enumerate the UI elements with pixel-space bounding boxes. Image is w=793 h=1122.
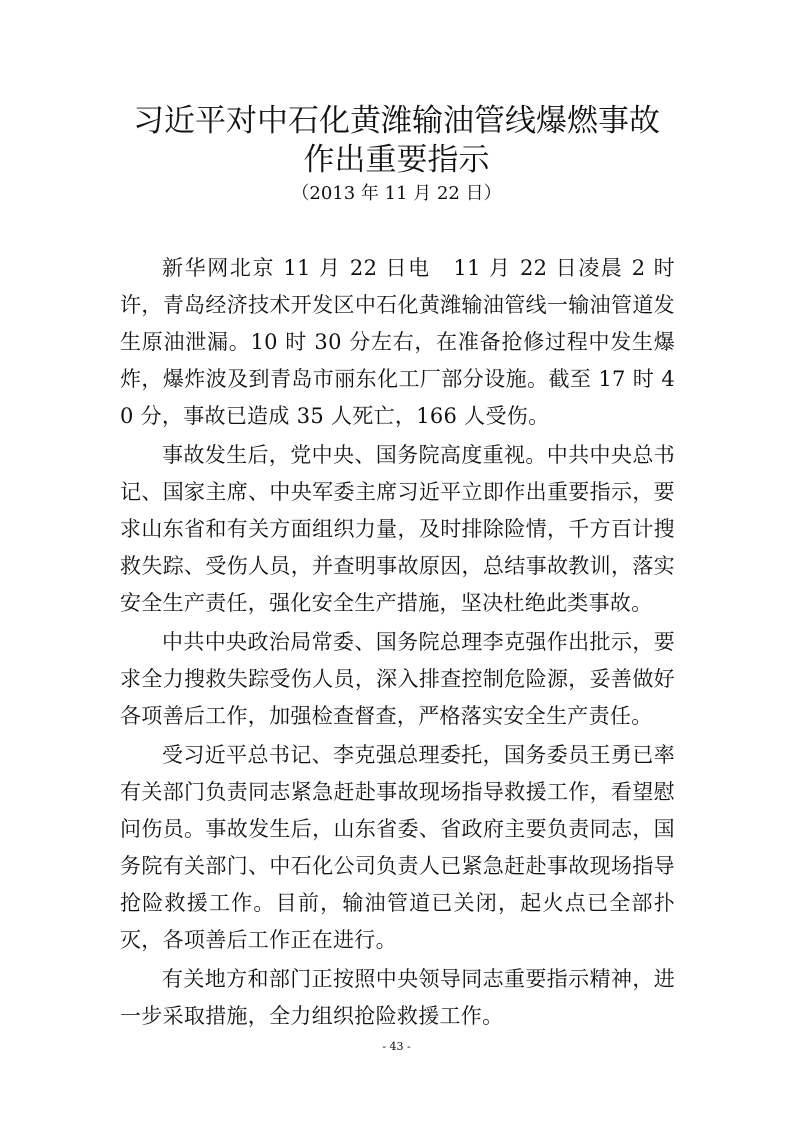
- document-title-line-2: 作出重要指示: [303, 142, 490, 178]
- document-body: [120, 250, 675, 1037]
- page-number: - 43 -: [382, 1040, 411, 1053]
- paragraph-4: 受习近平总书记、李克强总理委托，国务委员王勇已率有关部门负责同志紧急赶赴事故现场指导救援工作，看望慰问伤员。事故发生后，山东省委、省政府主要负责同志，国务院有关部门、中石化公司负责人已紧急赶赴事故现场指导抢险救援工作。目前，输油管道已关闭，起火点已全部扑灭，各项善后工作正在进行。: [120, 743, 675, 952]
- paragraph-1: 新华网北京 11 月 22 日电 11 月 22 日凌晨 2 时许，青岛经济技术开发区中石化黄潍输油管线一输油管道发生原油泄漏。10 时 30 分左右，在准备抢修过程中发生爆炸，爆炸波及到青岛市丽东化工厂部分设施。截至 17 时 40 分，事故已造成 35 人死亡，166 人受伤。: [120, 256, 675, 428]
- document-date: （2013 年 11 月 22 日）: [291, 183, 502, 204]
- document-title-line-1: 习近平对中石化黄潍输油管线爆燃事故: [133, 103, 660, 139]
- paragraph-5: 有关地方和部门正按照中央领导同志重要指示精神，进一步采取措施，全力组织抢险救援工作。: [120, 967, 675, 1028]
- paragraph-2: 事故发生后，党中央、国务院高度重视。中共中央总书记、国家主席、中央军委主席习近平立即作出重要指示，要求山东省和有关方面组织力量，及时排除险情，千方百计搜救失踪、受伤人员，并查明事故原因，总结事故教训，落实安全生产责任，强化安全生产措施，坚决杜绝此类事故。: [120, 443, 675, 615]
- paragraph-3: 中共中央政治局常委、国务院总理李克强作出批示，要求全力搜救失踪受伤人员，深入排查控制危险源，妥善做好各项善后工作，加强检查督查，严格落实安全生产责任。: [120, 630, 675, 728]
